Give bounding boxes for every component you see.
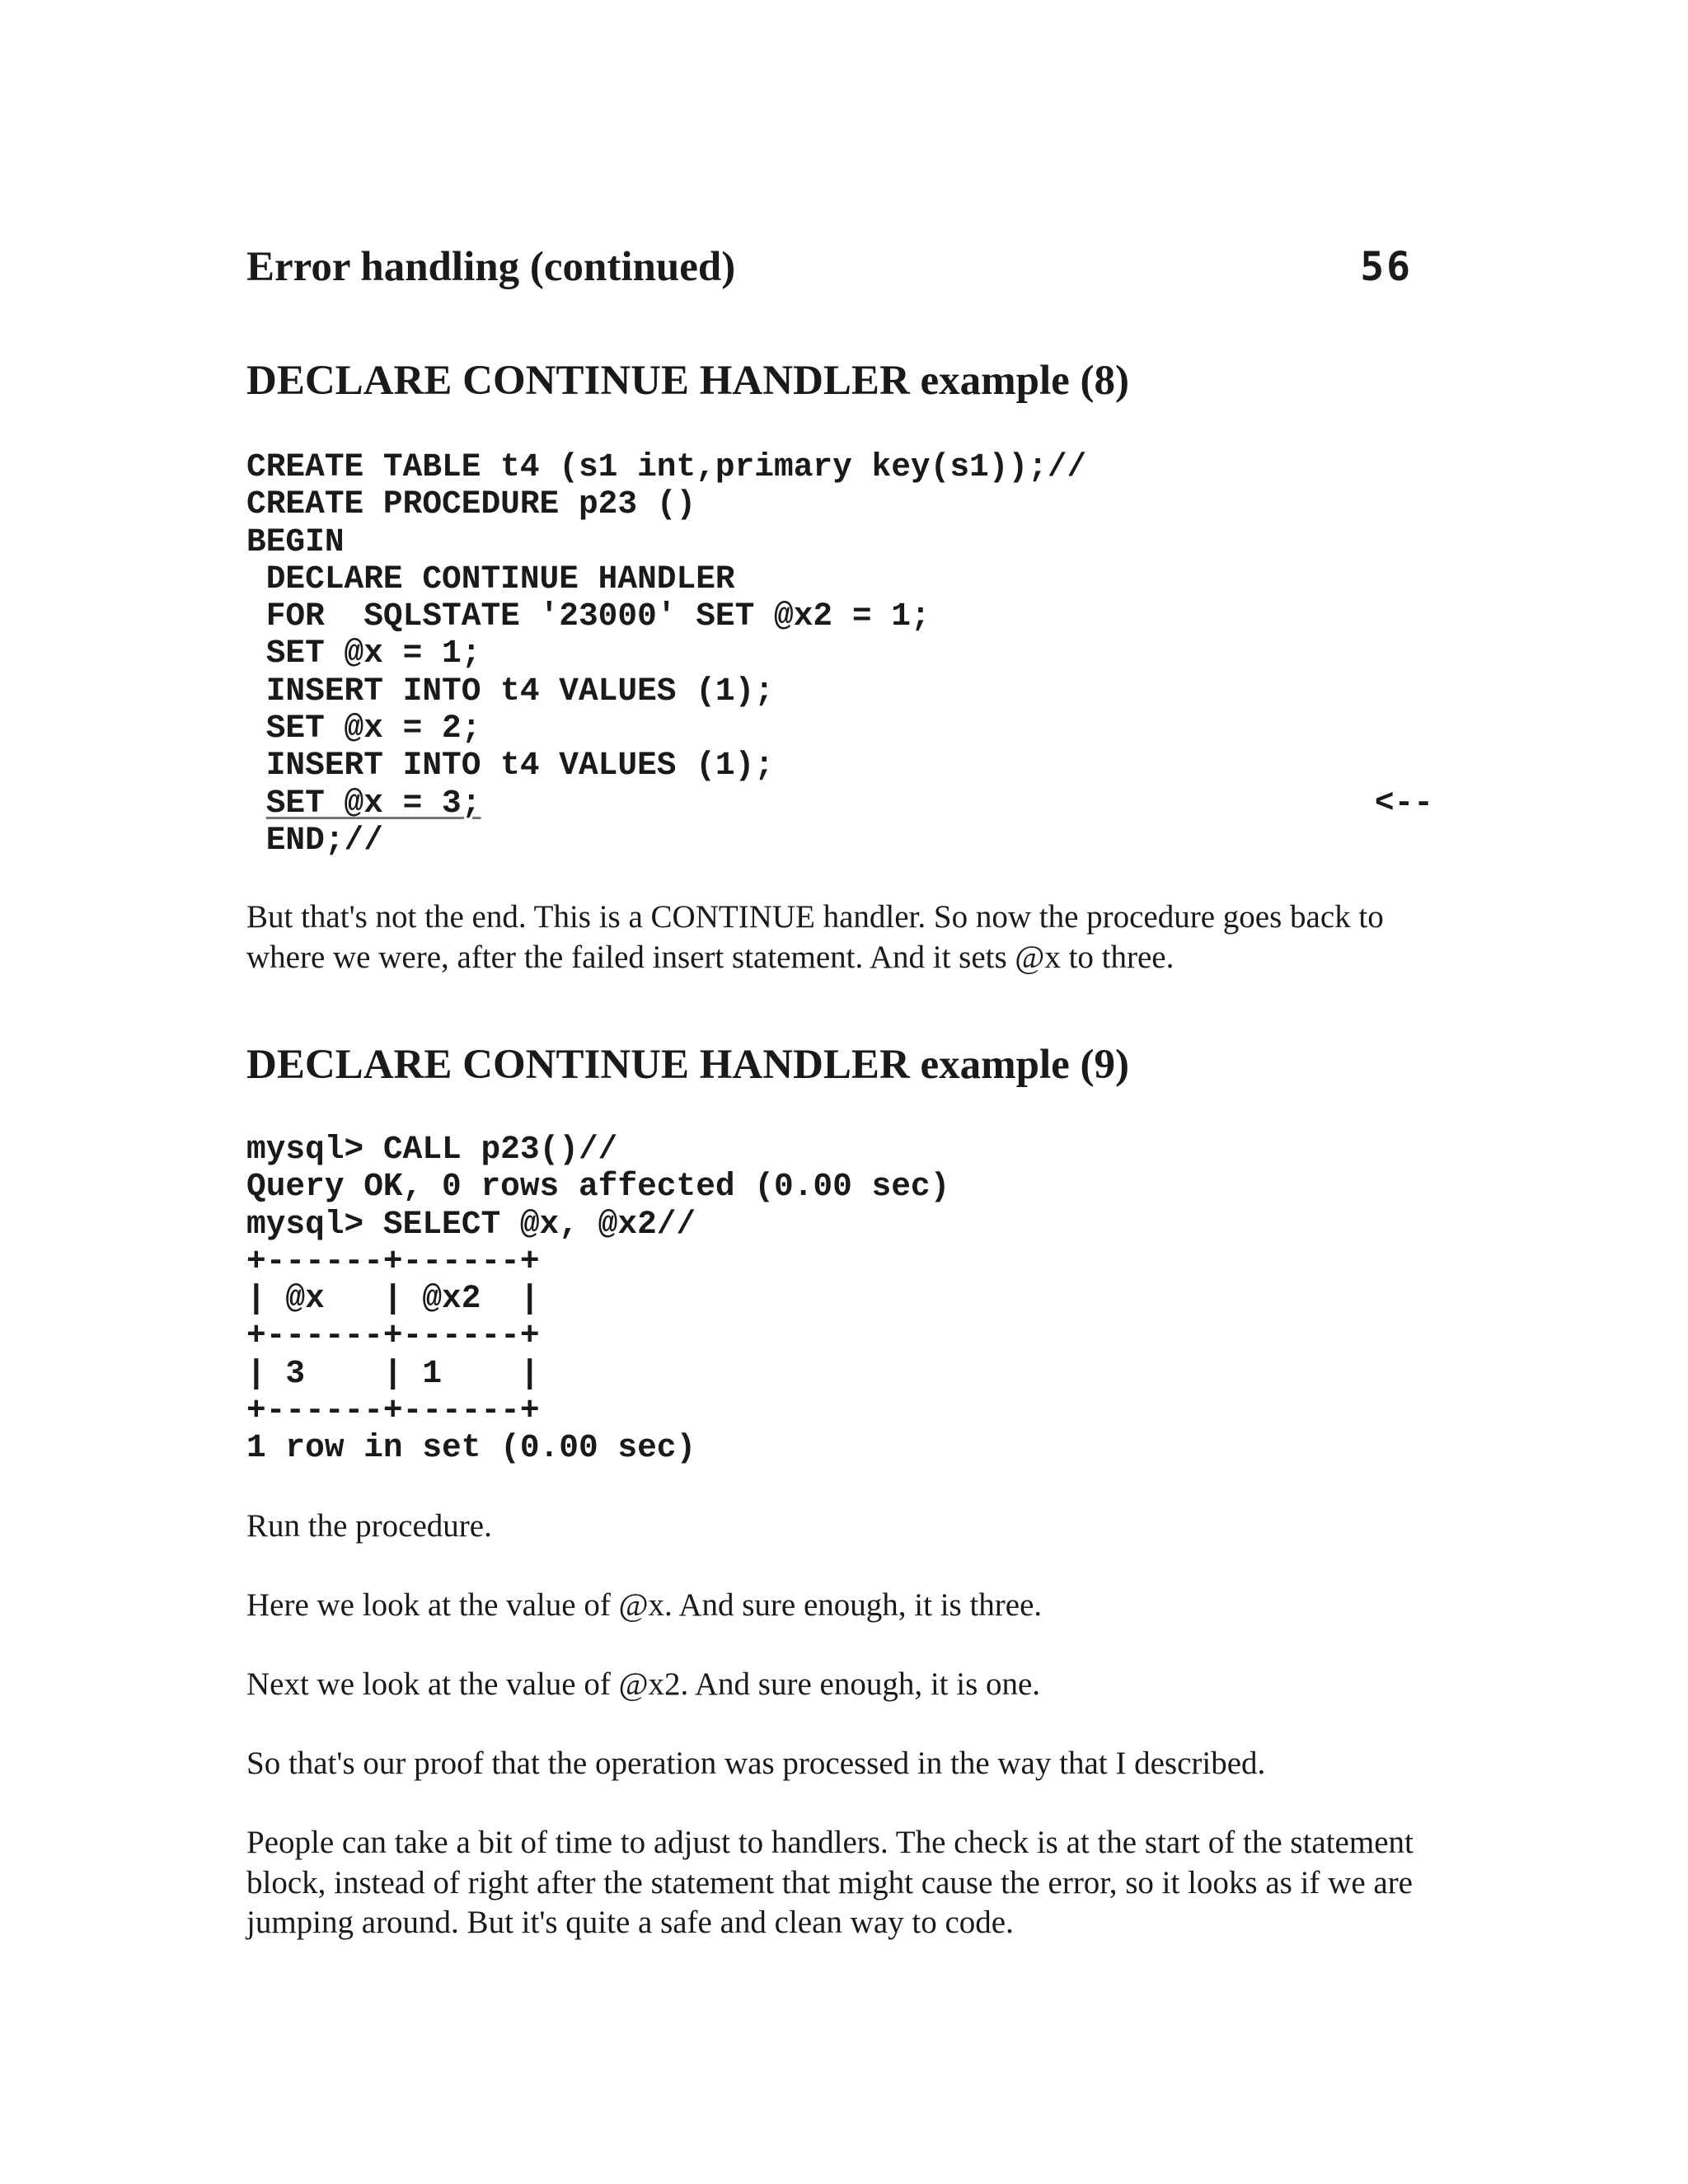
code-line: DECLARE CONTINUE HANDLER xyxy=(246,560,735,598)
code-line: END;// xyxy=(246,821,383,859)
code-block-example-9 xyxy=(246,1131,950,1467)
explanation-paragraph: Run the procedure. xyxy=(246,1508,492,1544)
explanation-paragraph: Next we look at the value of @x2. And sure enough, it is one. xyxy=(246,1666,1041,1702)
code-line: INSERT INTO t4 VALUES (1); xyxy=(246,747,775,785)
code-line: SET @x = 1; xyxy=(246,635,481,673)
code-line: SET @x = 2; xyxy=(246,710,481,748)
explanation-paragraph: So that's our proof that the operation was processed in the way that I described. xyxy=(246,1746,1266,1781)
underlined-statement: SET @x = 3; xyxy=(265,784,481,822)
result-table-line: | 3 | 1 | xyxy=(246,1354,540,1392)
code-line: Query OK, 0 rows affected (0.00 sec) xyxy=(246,1168,950,1206)
section-heading-example-8: DECLARE CONTINUE HANDLER example (8) xyxy=(246,358,1130,404)
result-table-line: | @x | @x2 | xyxy=(246,1280,540,1318)
code-line: 1 row in set (0.00 sec) xyxy=(246,1429,696,1467)
code-line: mysql> CALL p23()// xyxy=(246,1131,618,1168)
page-title: Error handling (continued) xyxy=(246,244,736,290)
code-line: INSERT INTO t4 VALUES (1); xyxy=(246,672,775,710)
result-table-line: +------+------+ xyxy=(246,1392,540,1430)
code-line: CREATE TABLE t4 (s1 int,primary key(s1));// xyxy=(246,448,1087,485)
explanation-paragraph: People can take a bit of time to adjust to handlers. The check is at the start of the statement block, instead of right after the statement that might cause the error, so it looks as if we are jumping around. But it's quite a safe and clean way to code. xyxy=(246,1825,1414,1940)
section-heading-example-9: DECLARE CONTINUE HANDLER example (9) xyxy=(246,1042,1130,1088)
explanation-paragraph: But that's not the end. This is a CONTINUE handler. So now the procedure goes back to where we were, after the failed insert statement. And it sets @x to three. xyxy=(246,899,1384,975)
code-line: CREATE PROCEDURE p23 () xyxy=(246,485,696,523)
explanation-paragraph: Here we look at the value of @x. And sure enough, it is three. xyxy=(246,1587,1043,1623)
result-table-line: +------+------+ xyxy=(246,1242,540,1280)
code-block-example-8 xyxy=(246,448,1433,859)
code-line: BEGIN xyxy=(246,523,345,560)
arrow-marker: <-- xyxy=(1374,784,1433,822)
result-table-line: +------+------+ xyxy=(246,1317,540,1355)
code-line: FOR SQLSTATE '23000' SET @x2 = 1; xyxy=(246,598,931,635)
page-header xyxy=(246,237,1413,297)
highlighted-code-line xyxy=(246,785,1433,822)
page-number: 56 xyxy=(1360,244,1413,290)
code-line: mysql> SELECT @x, @x2// xyxy=(246,1205,696,1243)
